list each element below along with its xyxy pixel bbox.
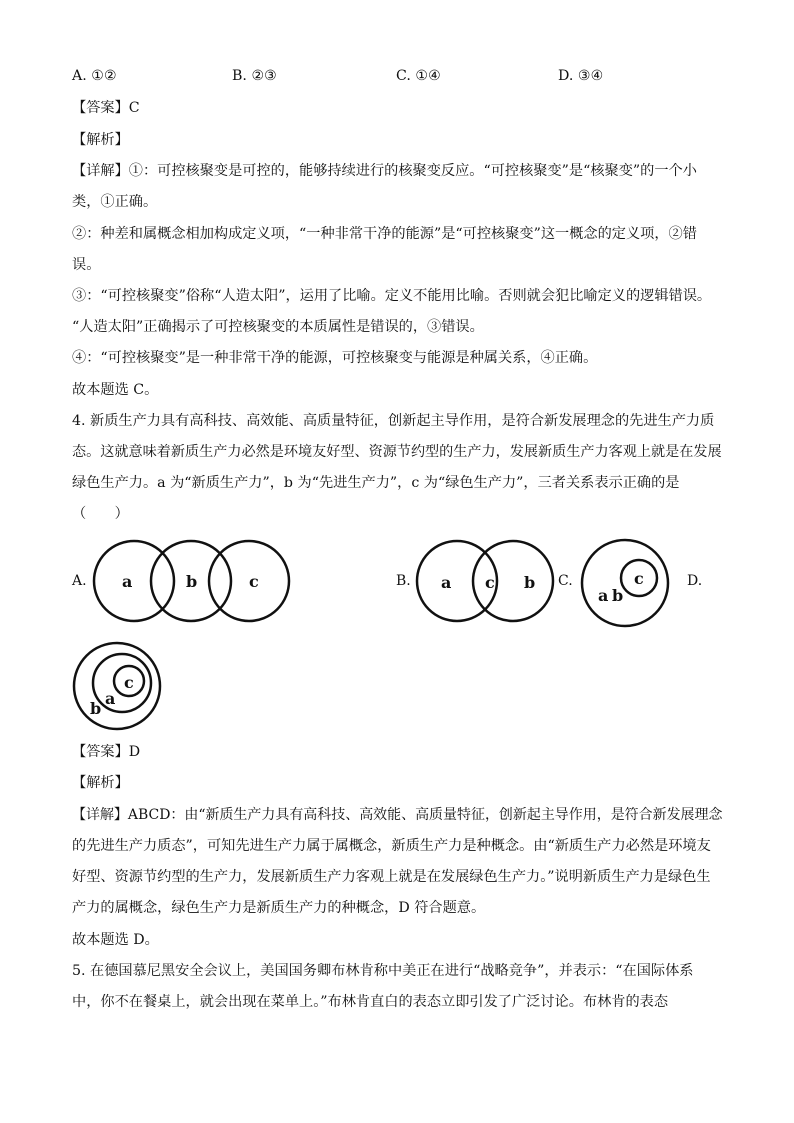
q4-analysis-heading: 【解析】 bbox=[72, 775, 129, 791]
q4-conclusion: 故本题选 D。 bbox=[72, 932, 159, 948]
q4-detail-line: 产力的属概念，绿色生产力是新质生产力的种概念，D 符合题意。 bbox=[72, 900, 486, 916]
q5-stem-line: 中，你不在餐桌上，就会出现在菜单上。”布林肯直白的表态立即引发了广泛讨论。布林肯的表态 bbox=[72, 994, 669, 1010]
diagram-d-label-a: a bbox=[105, 689, 116, 708]
q4-detail-line: 的先进生产力质态”，可知先进生产力属于属概念，新质生产力是种概念。由“新质生产力必然是环境友 bbox=[72, 838, 711, 854]
q3-option-d: D. ③④ bbox=[558, 68, 604, 84]
q3-option-a: A. ①② bbox=[72, 68, 117, 84]
q3-detail-line: ②：种差和属概念相加构成定义项，“一种非常干净的能源”是“可控核聚变”这一概念的定义项，②错 bbox=[72, 226, 697, 242]
q3-option-b: B. ②③ bbox=[232, 68, 277, 84]
q4-detail-line: 【详解】ABCD：由“新质生产力具有高科技、高效能、高质量特征，创新起主导作用，是符合新发展理念 bbox=[72, 807, 723, 823]
diagram-a-label-a: a bbox=[122, 572, 133, 591]
q3-detail-line: 类，①正确。 bbox=[72, 194, 158, 210]
q4-option-a-label: A. bbox=[72, 573, 87, 589]
q5-stem-line: 5. 在德国慕尼黑安全会议上，美国国务卿布林肯称中美正在进行“战略竞争”，并表示：“在国际体系 bbox=[72, 963, 694, 979]
diagram-c-label-a: a bbox=[598, 586, 609, 605]
q3-detail-line: “人造太阳”正确揭示了可控核聚变的本质属性是错误的，③错误。 bbox=[72, 319, 484, 335]
diagram-b-label-a: a bbox=[441, 573, 452, 592]
q4-option-c-label: C. bbox=[558, 573, 573, 589]
q3-answer: 【答案】C bbox=[72, 100, 140, 116]
q3-option-c: C. ①④ bbox=[396, 68, 441, 84]
q3-detail-line: 误。 bbox=[72, 257, 101, 273]
diagram-d-label-b: b bbox=[90, 699, 102, 718]
diagram-c-label-b: b bbox=[612, 586, 624, 605]
q4-option-b-label: B. bbox=[396, 573, 411, 589]
diagram-d-label-c: c bbox=[124, 673, 134, 692]
diagram-d-middle-circle bbox=[93, 654, 151, 712]
diagram-a-label-c: c bbox=[249, 572, 259, 591]
q3-detail-line: ④：“可控核聚变”是一种非常干净的能源，可控核聚变与能源是种属关系，④正确。 bbox=[72, 350, 598, 366]
q4-stem-line: 态。这就意味着新质生产力必然是环境友好型、资源节约型的生产力，发展新质生产力客观上就是在发展 bbox=[72, 444, 722, 460]
q4-answer: 【答案】D bbox=[72, 744, 141, 760]
q4-stem-line: 4. 新质生产力具有高科技、高效能、高质量特征，创新起主导作用，是符合新发展理念的先进生产力质 bbox=[72, 413, 715, 429]
q4-stem-line: （ ） bbox=[72, 506, 129, 522]
q4-detail-line: 好型、资源节约型的生产力，发展新质生产力客观上就是在发展绿色生产力。”说明新质生产力是绿色生 bbox=[72, 869, 711, 885]
diagram-b-label-b: b bbox=[524, 573, 536, 592]
q3-detail-line: ③：“可控核聚变”俗称“人造太阳”，运用了比喻。定义不能用比喻。否则就会犯比喻定义的逻辑错误。 bbox=[72, 288, 712, 304]
diagram-d-outer-circle bbox=[74, 643, 160, 729]
diagram-a-label-b: b bbox=[186, 572, 198, 591]
diagram-b-label-c: c bbox=[485, 573, 495, 592]
q3-analysis-heading: 【解析】 bbox=[72, 132, 129, 148]
q3-detail-line: 【详解】①：可控核聚变是可控的，能够持续进行的核聚变反应。“可控核聚变”是“核聚变”的一个小 bbox=[72, 163, 697, 179]
q4-stem-line: 绿色生产力。a 为“新质生产力”，b 为“先进生产力”，c 为“绿色生产力”，三者关系表示正确的是 bbox=[72, 475, 680, 491]
q4-option-d-label: D. bbox=[687, 573, 703, 589]
diagram-c-label-c: c bbox=[634, 569, 644, 588]
q3-conclusion: 故本题选 C。 bbox=[72, 382, 159, 398]
